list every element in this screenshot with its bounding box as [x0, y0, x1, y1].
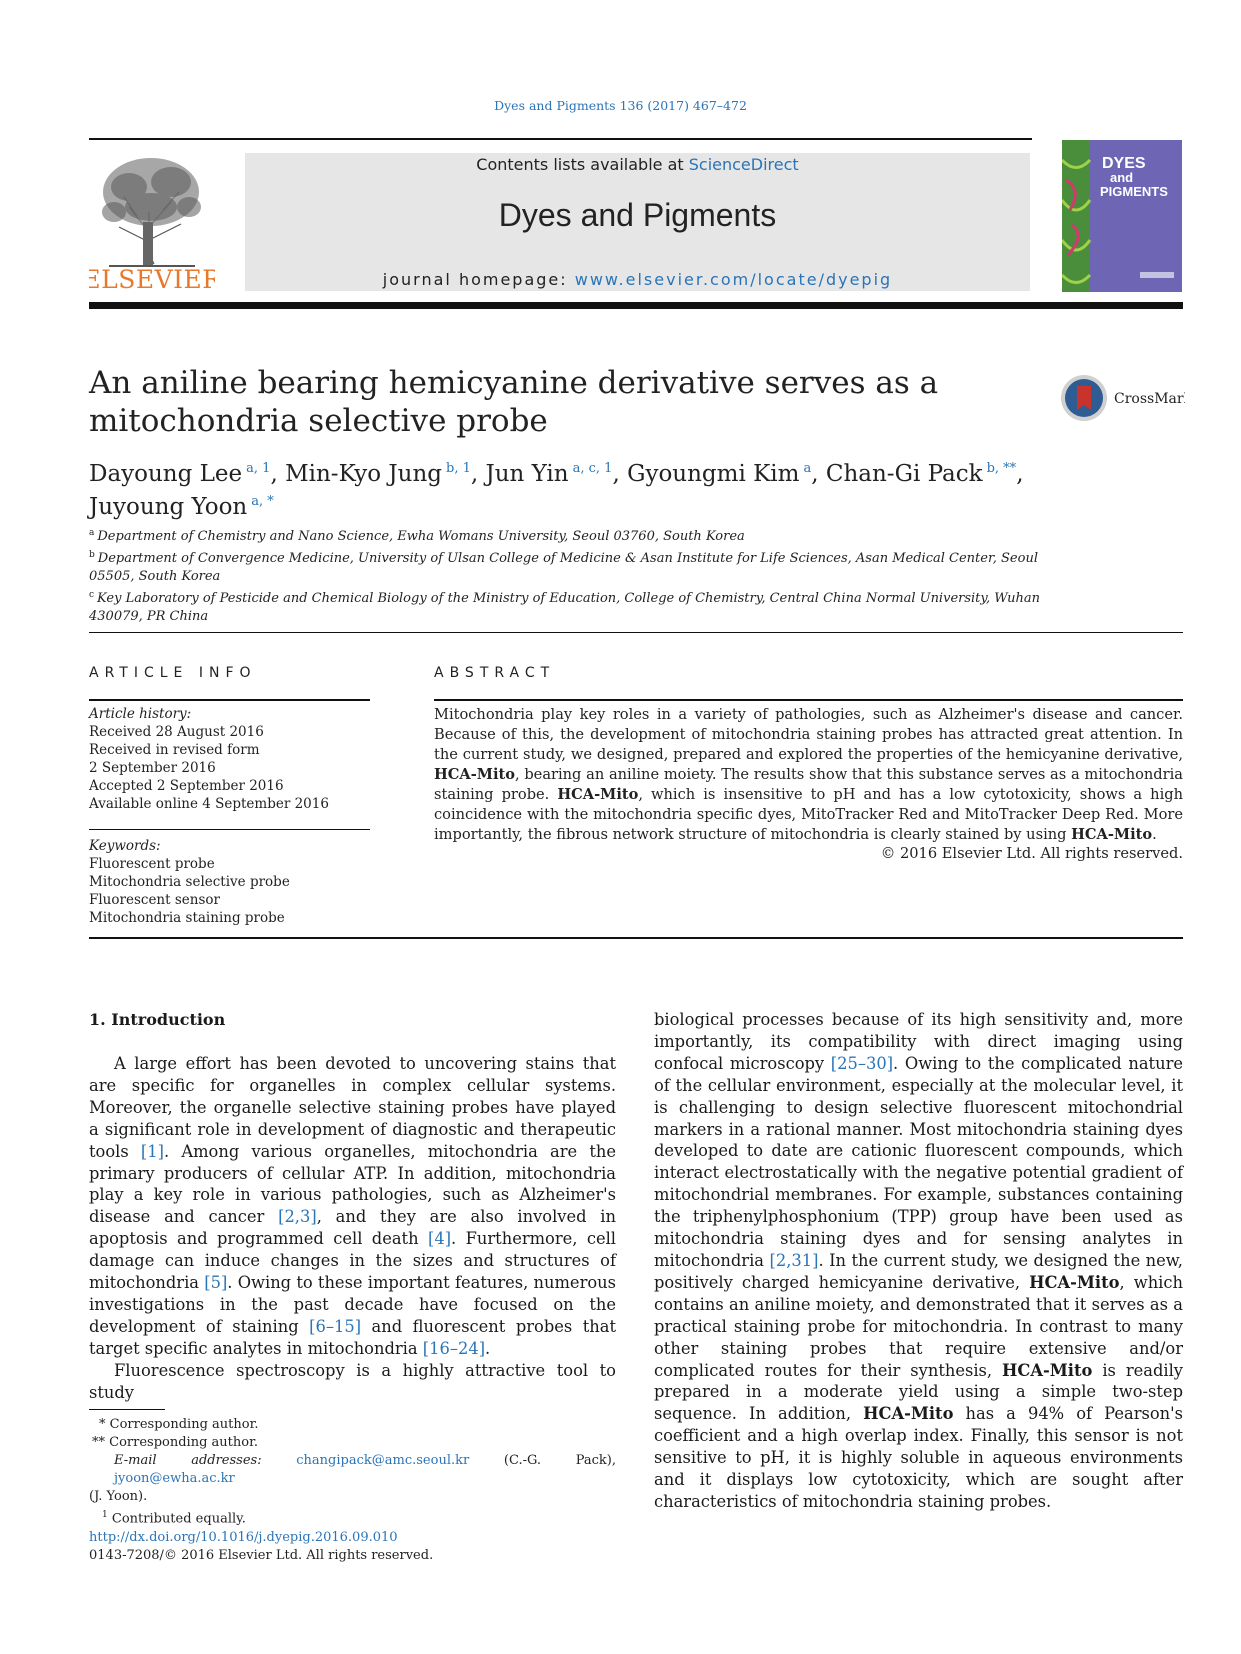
cover-line-1: DYES — [1102, 155, 1146, 172]
footnote-emails — [89, 1452, 616, 1488]
affiliation-key: a — [89, 528, 95, 538]
body-text: . Among various organelles, mitochondria are the primary producers of cellular ATP. In addition, mitochondria play a key role in various pathologies, such as Alzheimer's disease and cancer — [89, 1141, 616, 1227]
author-name: Juyoung Yoon — [89, 494, 248, 520]
abstract-segment-bold: HCA-Mito — [434, 766, 515, 783]
author-name: Min-Kyo Jung — [285, 461, 443, 487]
body-column-left — [89, 1053, 616, 1404]
affiliation-key: b — [89, 550, 95, 560]
crossmark-label: CrossMark — [1114, 391, 1185, 407]
keyword: Fluorescent sensor — [89, 892, 220, 908]
homepage-prefix: journal homepage: — [382, 270, 575, 289]
body-text: A large effort has been devoted to uncovering stains that are specific for organelles in complex cellular systems. Moreover, the organelle selective staining probes have played a significant role in development of diagnostic and therapeutic tools — [89, 1054, 616, 1161]
doi-block — [89, 1529, 616, 1565]
author-list — [89, 455, 1089, 521]
citation-link[interactable]: [1] — [140, 1141, 164, 1161]
author-affiliation-marker[interactable]: b, 1 — [446, 461, 471, 476]
history-item: Available online 4 September 2016 — [89, 796, 329, 812]
divider — [434, 699, 1183, 701]
body-paragraph — [89, 1360, 616, 1404]
affiliation — [89, 546, 1049, 586]
email-owner-line: (J. Yoon). — [89, 1489, 148, 1504]
author-separator: , — [612, 461, 628, 487]
elsevier-tree-icon — [89, 152, 215, 292]
author-affiliation-marker[interactable]: b, ** — [986, 461, 1017, 476]
email-owner: (C.-G. Pack), — [469, 1453, 616, 1468]
body-text: and fluorescent probes that target specific analytes in mitochondria — [89, 1316, 616, 1358]
author-separator: , — [811, 461, 826, 487]
affiliation — [89, 524, 1049, 546]
author-name: Dayoung Lee — [89, 461, 243, 487]
footnote-marker: 1 — [102, 1510, 108, 1520]
author-separator: , — [1016, 461, 1024, 487]
affiliation-text: Department of Chemistry and Nano Science, Ewha Womans University, Seoul 03760, South Korea — [97, 529, 745, 544]
citation-link[interactable]: [4] — [427, 1229, 452, 1249]
masthead-top-rule — [89, 138, 1032, 140]
body-text: biological processes because of its high sensitivity and, more importantly, its compatibility with direct imaging using confocal microscopy — [654, 1010, 1183, 1073]
body-paragraph — [89, 1053, 616, 1360]
citation-link[interactable]: [2,3] — [278, 1207, 317, 1227]
abstract-segment: . — [1152, 826, 1157, 843]
issn-line: 0143-7208/© 2016 Elsevier Ltd. All rights reserved. — [89, 1548, 434, 1563]
citation-link[interactable]: [16–24] — [422, 1338, 486, 1358]
contents-prefix: Contents lists available at — [476, 155, 689, 174]
abstract-segment: Mitochondria play key roles in a variety of pathologies, such as Alzheimer's disease and cancer. Because of this, the development of mitochondria staining probes has attracted great attention. In the current study, we designed, prepared and explored the properties of the hemicyanine derivative, — [434, 706, 1183, 763]
affiliations — [89, 524, 1049, 626]
citation-link[interactable]: [2,31] — [769, 1250, 819, 1270]
affiliation-key: c — [89, 590, 95, 600]
author-affiliation-marker[interactable]: a, * — [251, 494, 274, 509]
keyword: Fluorescent probe — [89, 856, 215, 872]
abstract-segment-bold: HCA-Mito — [557, 786, 639, 803]
body-text: , which contains an aniline moiety, and demonstrated that it serves as a practical staining probe for mitochondria. In contrast to many other staining probes that require extensive and/or complicated routes for their synthesis, — [654, 1272, 1183, 1380]
footnote-corresponding-1: * Corresponding author. — [99, 1417, 259, 1432]
email-label: E-mail addresses: — [114, 1453, 262, 1468]
journal-masthead — [245, 153, 1030, 291]
keywords — [89, 837, 379, 927]
author-affiliation-marker[interactable]: a, c, 1 — [572, 461, 613, 476]
history-item: Received in revised form — [89, 742, 260, 758]
article-info-heading: ARTICLE INFO — [89, 665, 257, 681]
compound-name: HCA-Mito — [1002, 1360, 1093, 1380]
email-link-pack[interactable]: changipack@amc.seoul.kr — [296, 1453, 470, 1468]
journal-cover-thumbnail[interactable] — [1062, 140, 1182, 292]
divider — [89, 829, 370, 830]
author-separator: , — [270, 461, 286, 487]
body-paragraph — [654, 1009, 1183, 1513]
compound-name: HCA-Mito — [863, 1404, 954, 1424]
article-title: An aniline bearing hemicyanine derivative serves as a mitochondria selective probe — [89, 365, 939, 439]
abstract-text — [434, 705, 1183, 845]
article-history — [89, 705, 379, 813]
email-link-yoon[interactable]: jyoon@ewha.ac.kr — [114, 1471, 235, 1486]
history-item: Received 28 August 2016 — [89, 724, 264, 740]
body-text: . Furthermore, cell damage can induce changes in the sizes and structures of mitochondria — [89, 1229, 617, 1293]
author-name: Chan-Gi Pack — [825, 461, 983, 487]
abstract-segment: , bearing an aniline moiety. The results show that this substance serves as a mitochondria staining probe. — [434, 766, 1183, 803]
author-separator: , — [470, 461, 486, 487]
footnotes — [89, 1416, 616, 1528]
affiliation-text: Department of Convergence Medicine, University of Ulsan College of Medicine & Asan Institute for Life Sciences, Asan Medical Center, Seoul 05505, South Korea — [89, 551, 1038, 584]
homepage-line — [245, 270, 1030, 289]
history-label: Article history: — [89, 706, 192, 722]
history-item: Accepted 2 September 2016 — [89, 778, 284, 794]
citation-link[interactable]: [25–30] — [830, 1053, 894, 1073]
masthead-bottom-rule — [89, 302, 1183, 309]
author-name: Jun Yin — [485, 461, 569, 487]
journal-cover-image — [1062, 140, 1182, 292]
affiliation — [89, 586, 1049, 626]
divider — [89, 699, 370, 701]
affiliation-text: Key Laboratory of Pesticide and Chemical Biology of the Ministry of Education, College of Chemistry, Central China Normal University, Wuhan 430079, PR China — [89, 591, 1040, 624]
journal-title: Dyes and Pigments — [498, 197, 777, 233]
keywords-label: Keywords: — [89, 838, 161, 854]
crossmark-icon — [1060, 372, 1185, 424]
section-heading-introduction: 1. Introduction — [89, 1010, 226, 1029]
journal-homepage-link[interactable]: www.elsevier.com/locate/dyepig — [574, 270, 893, 289]
body-text: . Owing to these important features, numerous investigations in the past decade have focused on the development of staining — [89, 1273, 616, 1336]
elsevier-logo — [89, 152, 215, 292]
crossmark-badge[interactable] — [1060, 372, 1185, 424]
citation-link[interactable]: [5] — [204, 1273, 228, 1293]
keyword: Mitochondria staining probe — [89, 910, 285, 926]
compound-name: HCA-Mito — [1029, 1272, 1120, 1292]
author-name: Gyoungmi Kim — [627, 461, 800, 487]
body-text: . In the current study, we designed the new, positively charged hemicyanine derivative, — [654, 1250, 1183, 1292]
running-head[interactable]: Dyes and Pigments 136 (2017) 467–472 — [494, 98, 747, 113]
cover-line-3: PIGMENTS — [1100, 184, 1168, 199]
divider — [89, 937, 1183, 939]
body-column-right — [654, 1009, 1183, 1513]
history-item: 2 September 2016 — [89, 760, 216, 776]
abstract-heading: ABSTRACT — [434, 665, 556, 681]
doi-link[interactable]: http://dx.doi.org/10.1016/j.dyepig.2016.09.010 — [89, 1530, 398, 1545]
cover-line-2: and — [1110, 170, 1134, 185]
sciencedirect-link[interactable]: ScienceDirect — [688, 155, 799, 174]
body-text: has a 94% of Pearson's coefficient and a high overlap index. Finally, this sensor is not sensitive to pH, it is highly soluble in aqueous environments and it displays low cytotoxicity, which are sought after characteristics of mitochondria staining probes. — [654, 1404, 1183, 1511]
body-text: , and they are also involved in apoptosis and programmed cell death — [89, 1207, 617, 1249]
elsevier-wordmark: ELSEVIER — [89, 265, 215, 292]
author-affiliation-marker[interactable]: a — [803, 461, 812, 476]
body-text: . Owing to the complicated nature of the cellular environment, especially at the molecular level, it is challenging to design selective fluorescent mitochondrial markers in a rational manner. Most mitochondria staining dyes developed to date are cationic fluorescent compounds, which interact electrostatically with the negative potential gradient of mitochondrial membranes. For example, substances containing the triphenylphosphonium (TPP) group have been used as mitochondria staining dyes and for sensing analytes in mitochondria — [654, 1053, 1183, 1270]
footnote-rule — [89, 1409, 165, 1410]
keyword: Mitochondria selective probe — [89, 874, 290, 890]
footnote-contributed-text: Contributed equally. — [111, 1511, 246, 1527]
footnote-corresponding-2: ** Corresponding author. — [92, 1435, 258, 1450]
abstract-copyright: © 2016 Elsevier Ltd. All rights reserved. — [880, 845, 1183, 862]
body-text: Fluorescence spectroscopy is a highly attractive tool to study — [89, 1360, 616, 1402]
citation-link[interactable]: [6–15] — [309, 1316, 362, 1336]
contents-line — [245, 155, 1030, 174]
body-text: . — [485, 1338, 491, 1358]
author-affiliation-marker[interactable]: a, 1 — [246, 461, 271, 476]
abstract-segment: , which is insensitive to pH and has a low cytotoxicity, shows a high coincidence with the mitochondria specific dyes, MitoTracker Red and MitoTracker Deep Red. More importantly, the fibrous network structure of mitochondria is clearly stained by using — [434, 786, 1183, 843]
abstract-segment-bold: HCA-Mito — [1071, 826, 1153, 843]
divider — [89, 632, 1183, 633]
body-text: is readily prepared in a moderate yield using a simple two-step sequence. In addition, — [654, 1360, 1183, 1424]
footnote-contributed — [89, 1506, 616, 1528]
